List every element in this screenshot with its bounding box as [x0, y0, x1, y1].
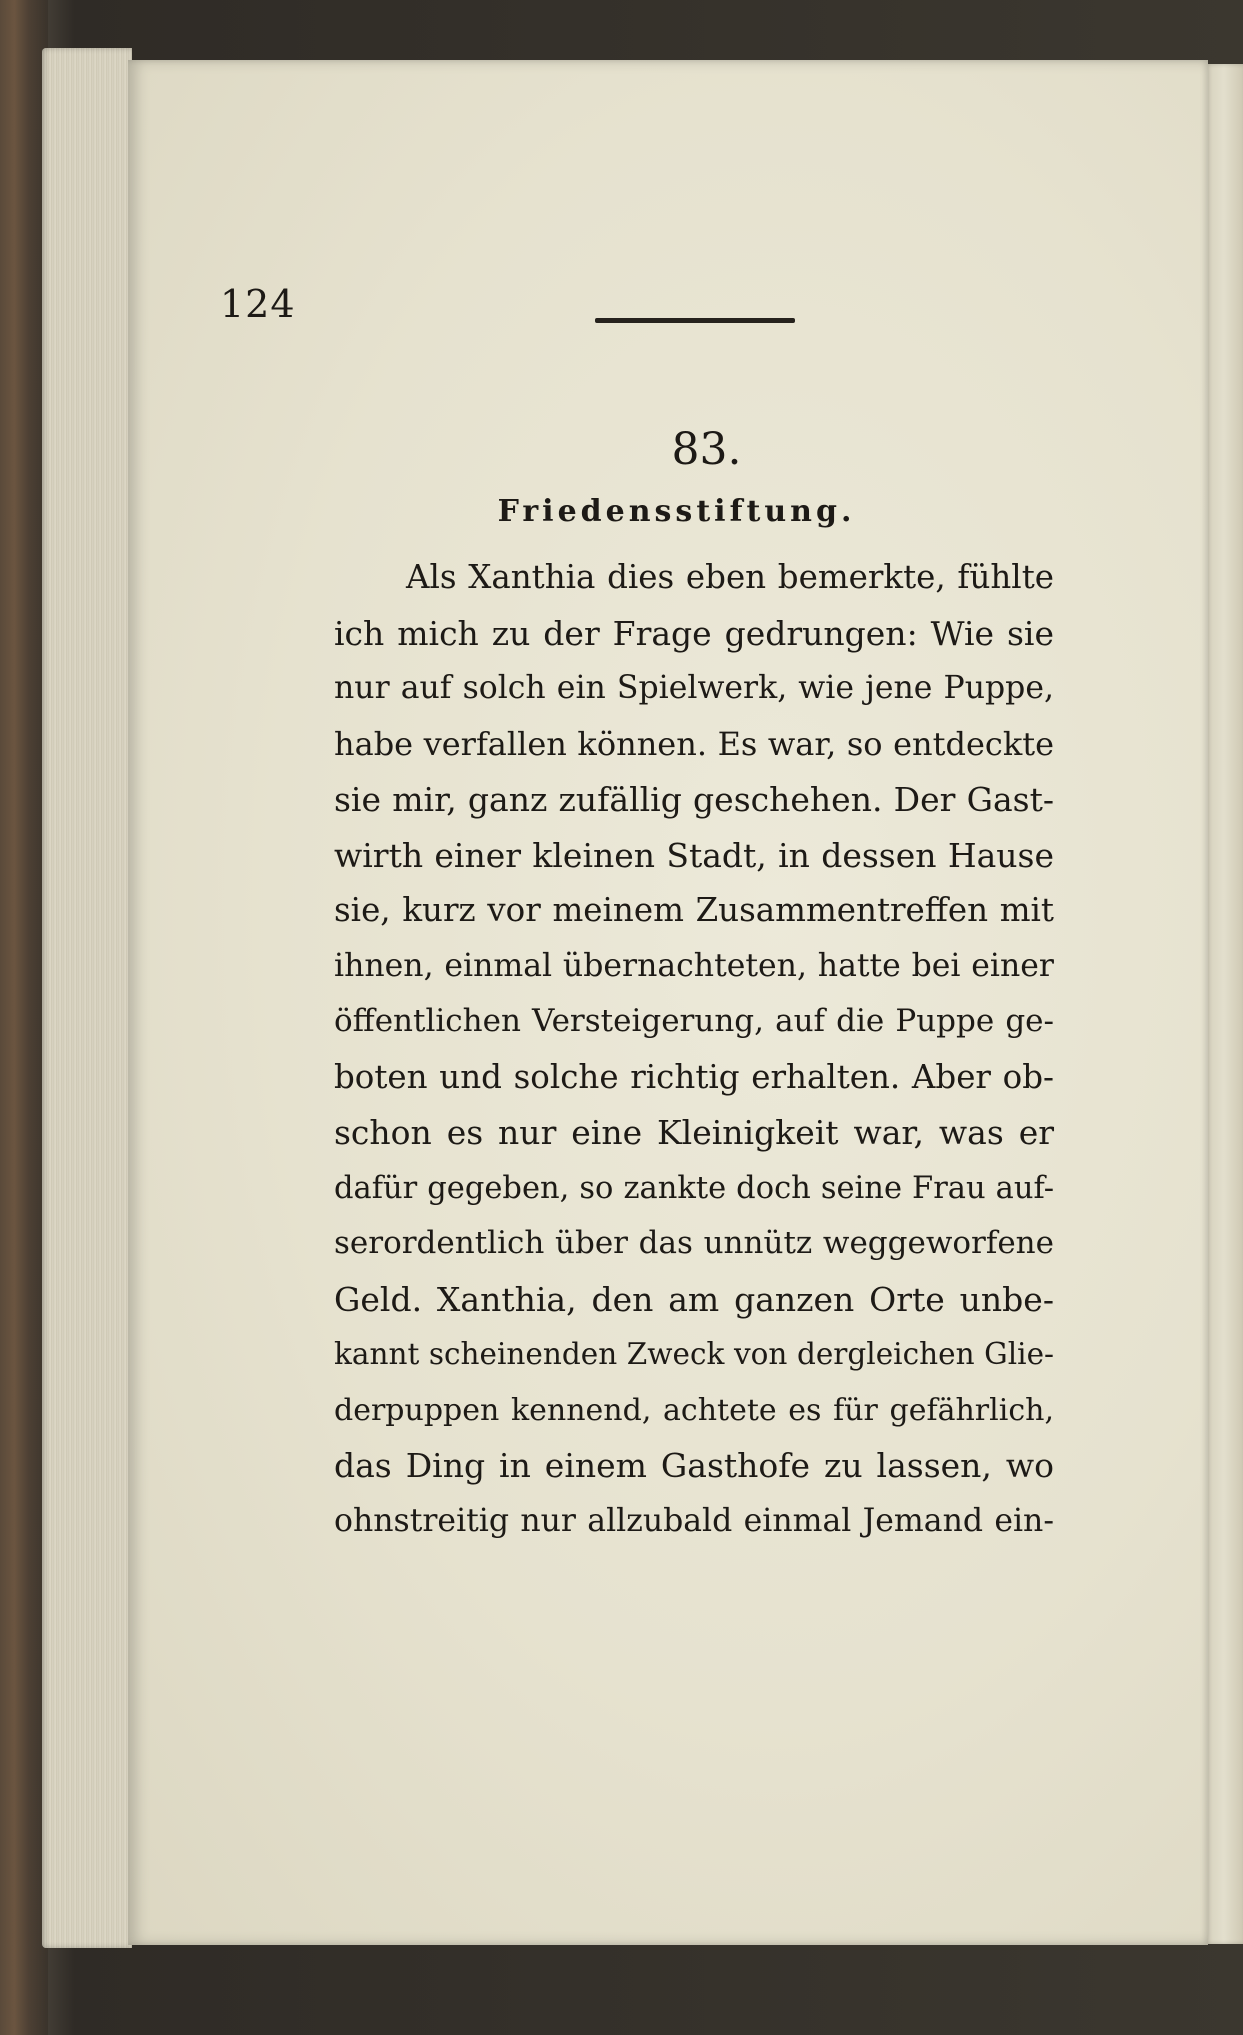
- body-text: [334, 550, 1054, 1549]
- text-line: ihnen, einmal übernachteten, hatte bei einer: [334, 947, 1054, 984]
- text-line: derpuppen kennend, achtete es für gefährlich,: [334, 1392, 1054, 1428]
- text-line: schon es nur eine Kleinigkeit war, was er: [334, 1113, 1054, 1152]
- section-number: 83.: [671, 424, 742, 475]
- text-line: sie, kurz vor meinem Zusammentreffen mit: [334, 891, 1054, 929]
- text-line: boten und solche richtig erhalten. Aber ob-: [334, 1057, 1054, 1096]
- text-line: sie mir, ganz zufällig geschehen. Der Gast-: [334, 780, 1054, 819]
- text-line: öffentlichen Versteigerung, auf die Puppe ge-: [334, 1003, 1054, 1039]
- text-line: wirth einer kleinen Stadt, in dessen Hause: [334, 835, 1054, 875]
- header-rule: [595, 318, 795, 323]
- text-line: serordentlich über das unnütz weggeworfene: [334, 1225, 1054, 1261]
- text-line: kannt scheinenden Zweck von dergleichen Glie-: [334, 1337, 1054, 1371]
- text-line: ohnstreitig nur allzubald einmal Jemand ein-: [334, 1502, 1054, 1539]
- text-line: ich mich zu der Frage gedrungen: Wie sie: [334, 613, 1054, 653]
- facing-page-edge: [1205, 64, 1243, 1944]
- book-cover-edge: [0, 0, 48, 2035]
- text-line: habe verfallen können. Es war, so entdeckte: [334, 724, 1054, 763]
- text-line: das Ding in einem Gasthofe zu lassen, wo: [334, 1446, 1054, 1485]
- text-line: nur auf solch ein Spielwerk, wie jene Puppe,: [334, 670, 1054, 706]
- section-title: Friedensstiftung.: [497, 494, 856, 529]
- page-stack-edges: [42, 48, 132, 1948]
- text-line: dafür gegeben, so zankte doch seine Frau auf-: [334, 1170, 1054, 1206]
- text-line: Geld. Xanthia, den am ganzen Orte unbe-: [334, 1279, 1054, 1319]
- text-line: Als Xanthia dies eben bemerkte, fühlte: [406, 558, 1054, 596]
- page-number: 124: [220, 282, 296, 326]
